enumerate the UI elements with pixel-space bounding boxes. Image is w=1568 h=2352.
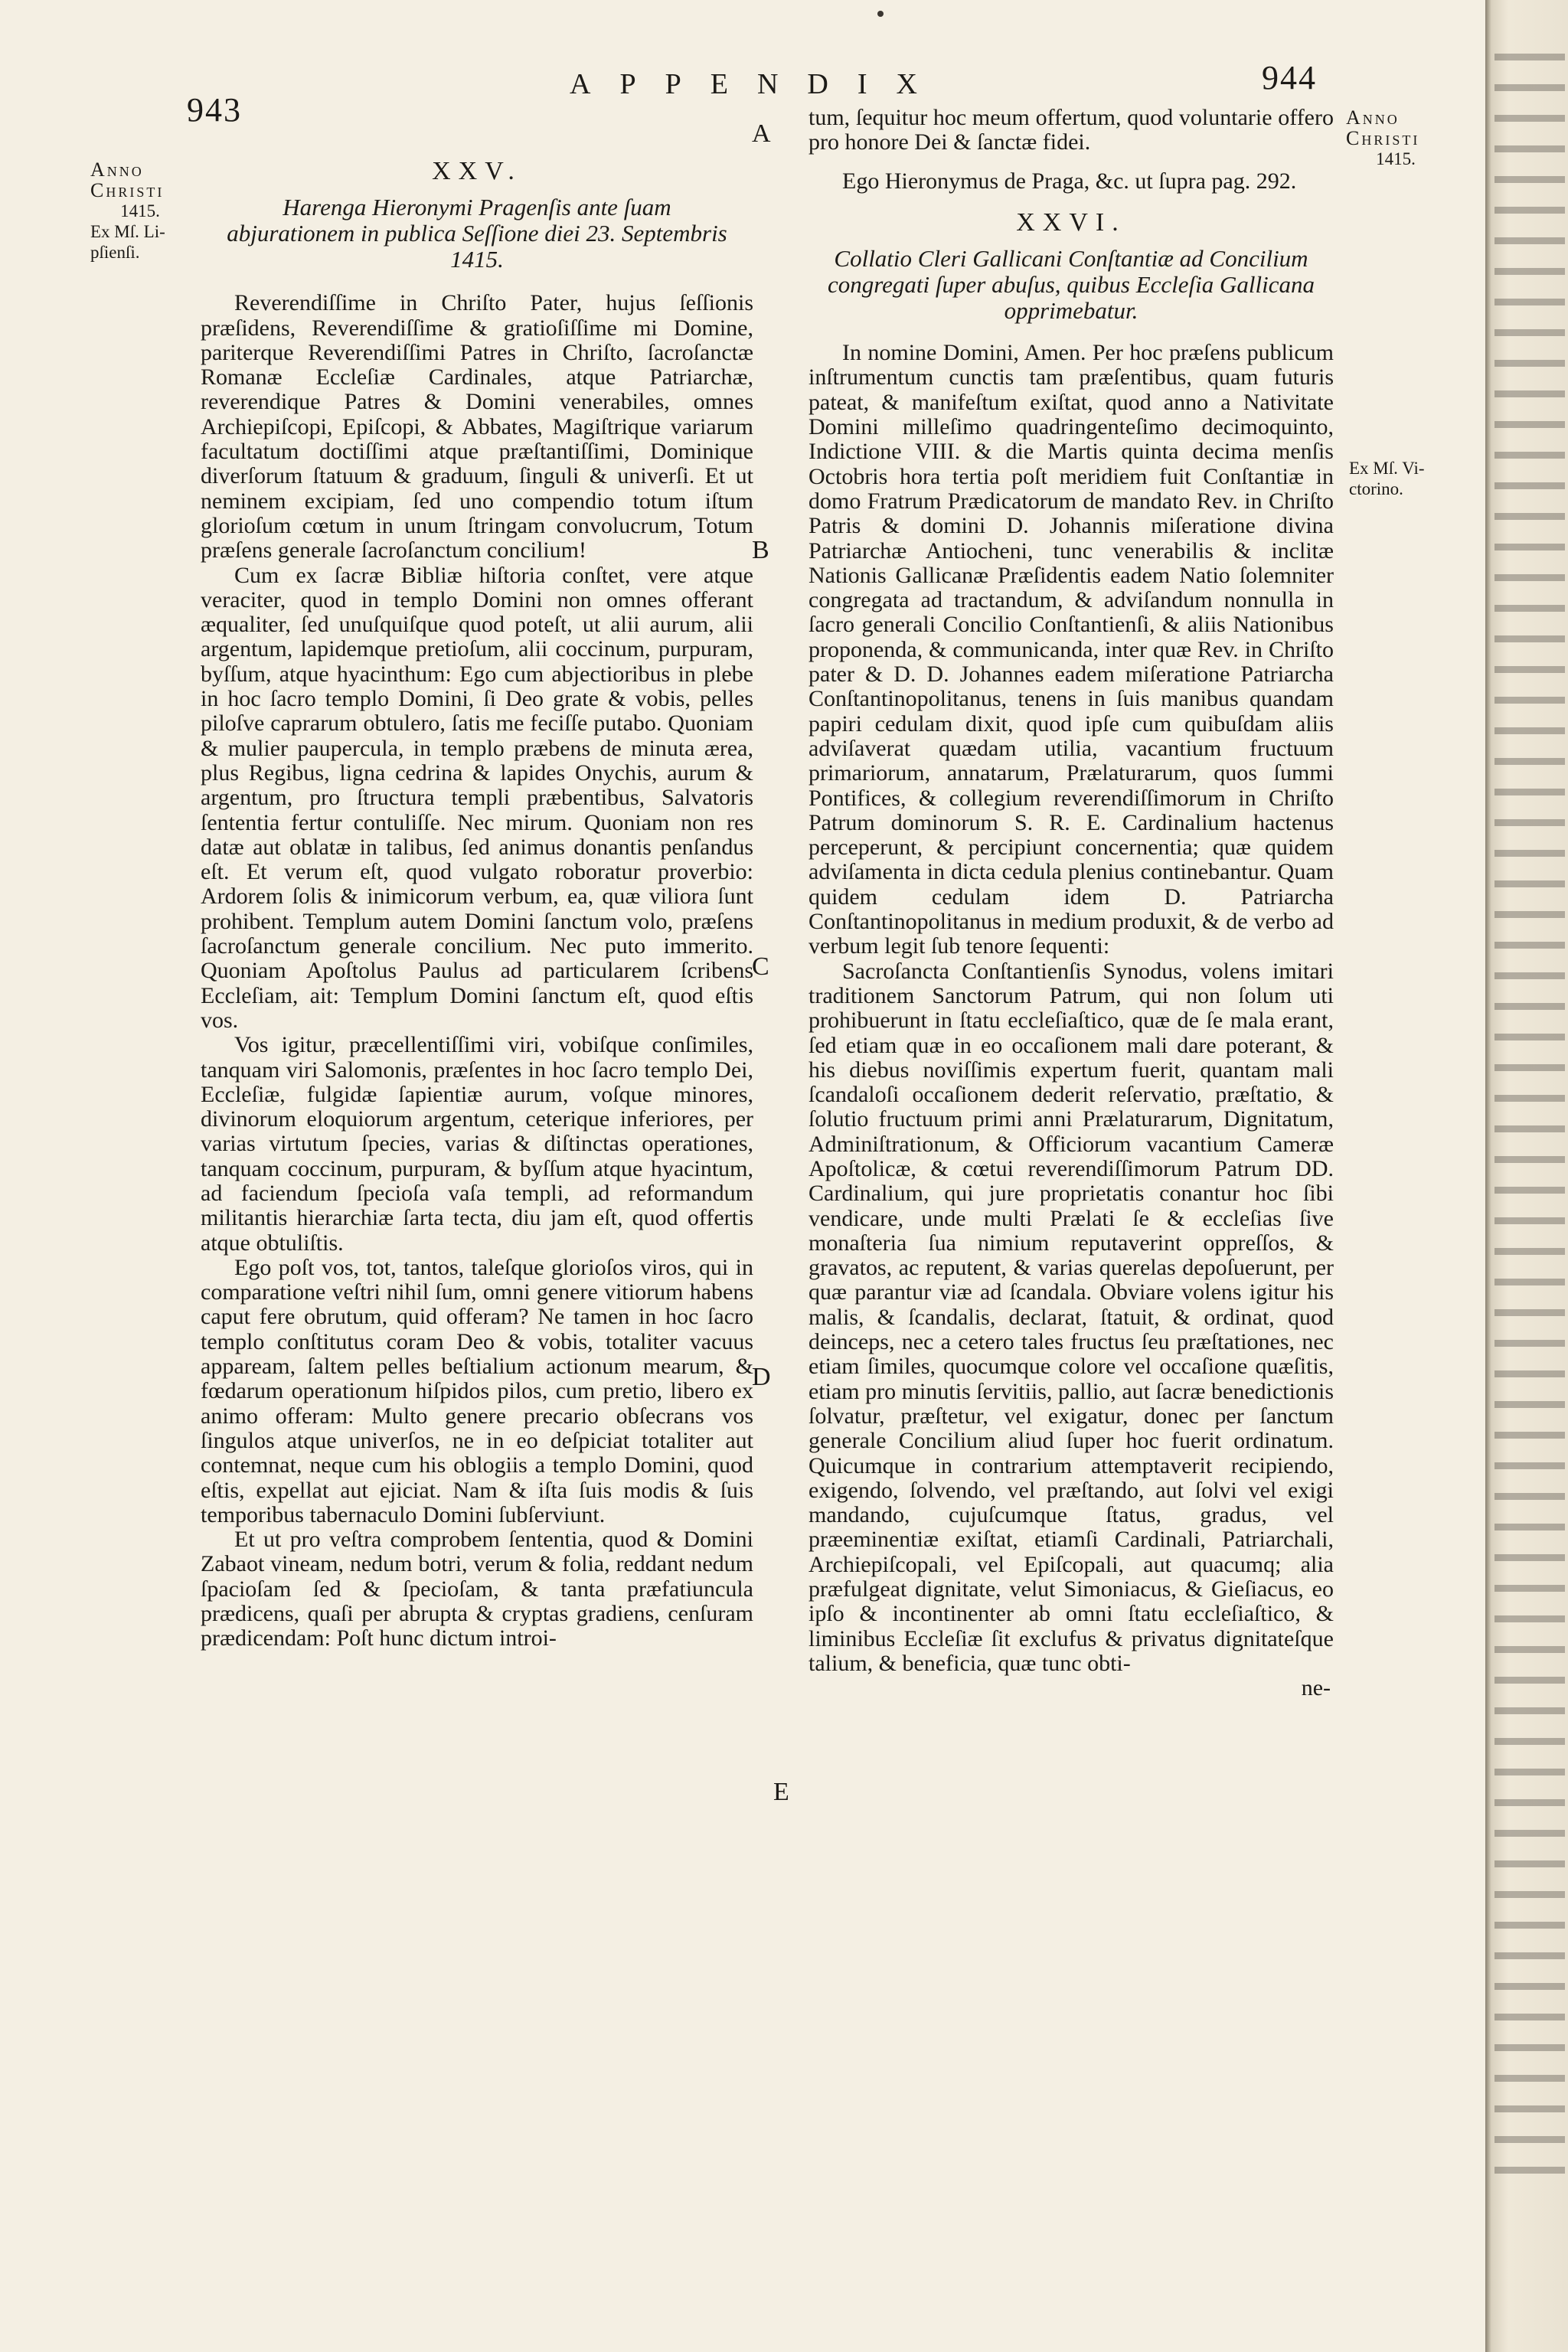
sidenote-christi: Christi: [90, 179, 165, 201]
margin-letter-c: C: [752, 952, 769, 981]
sidenote-year: 1415.: [120, 201, 160, 220]
sidenote-anno: Anno: [1346, 106, 1400, 129]
sidenote-right: [1346, 107, 1446, 169]
signature-line: Ego Hieronymus de Praga, &c. ut ſupra pag. 292.: [842, 168, 1297, 194]
sidenote-right-source: Ex Mſ. Vi-ctorino.: [1349, 459, 1425, 498]
margin-letter-b: B: [752, 536, 769, 564]
sidenote-year: 1415.: [1376, 149, 1416, 168]
paragraph: Vos igitur, præcellentiſſimi viri, vobiſque conſimiles, tanquam viri Salomonis, præſentes in hoc ſacro templo Dei, Eccleſiæ, fulgidæ ſapientiæ aurum, voſque minores, divinorum eloquiorum argentum, ceterique inferiores, per varias virtutum ſpecies, varias & diſtinctas operationes, tanquam coccinum, purpuram, & byſſum atque hyacintum, ad faciendum ſpecioſa vaſa templi, ad reformandum militantis hierarchiæ ſarta tecta, diu jam eſt, quod offertis atque obtuliſtis.: [201, 1032, 753, 1256]
left-column: [201, 159, 753, 1651]
ink-dot: [877, 11, 884, 17]
section-number-xxvi: XXVI.: [1016, 207, 1126, 237]
paragraph: In nomine Domini, Amen. Per hoc præſens publicum inſtrumentum cunctis tam præſentibus, quam futuris pateat, & manifeſtum exiſtat, quod anno a Nativitate Domini milleſimo quadringenteſimo decimoquinto, Indictione VIII. & die Martis quinta decima menſis Octobris hora tertia poſt meridiem fuit Conſtantiæ in domo Fratrum Prædicatorum de mandato Rev. in Chriſto Patris & domini D. Johannis miſeratione divina Patriarchæ Antiocheni, tunc venerabilis & inclitæ Nationis Gallicanæ Præſidentis eadem Natio ſolemniter congregata ad tractandum, & adviſandum nonnulla in ſacro generali Concilio Conſtantienſi, & aliis Nationibus proponenda, & communicanda, inter quæ Rev. in Chriſto pater & D. D. Johannes eadem miſeratione Patriarcha Conſtantinopolitanus, tenens in ſuis manibus quandam papiri cedulam dixit, quod ipſe cum quibuſdam aliis adviſaverat quædam utilia, vacantium fructuum primariorum, annatarum, Prælaturarum, quos ſummi Pontifices, & collegium reverendiſſimorum in Chriſto Patrum dominorum S. R. E. Cardinalium hactenus perceperunt, & percipiunt concernentia; quæ quidem adviſamenta in dicta cedula plenius continebantur. Quam quidem cedulam idem D. Patriarcha Conſtantinopolitanus in medium produxit, & de verbo ad verbum legit ſub tenore ſequenti:: [808, 340, 1334, 959]
paragraph: Et ut pro veſtra comprobem ſententia, quod & Domini Zabaot vineam, nedum botri, verum & folia, reddant nedum ſpacioſam ſed & ſpecioſam, & tanta præfatiuncula prædicens, quaſi per abrupta & cryptas gradiens, cenſuram prædicendam: Poſt hunc dictum introi-: [201, 1527, 753, 1651]
paragraph: Sacroſancta Conſtantienſis Synodus, volens imitari traditionem Sanctorum Patrum, qui non ſolum uti prohibuerunt in ſtatu eccleſiaſtico, quæ de ſe mala erant, ſed etiam quæ in eo occaſionem mali dare poterant, & his diebus noviſſimis expertum fuerit, quantam mali ſcandaloſi occaſionem dederit reſervatio, præſtatio, & ſolutio fructuum primi anni Prælaturarum, Dignitatum, Adminiſtrationum, & Officiorum vacantium Cameræ Apoſtolicæ, & cœtui reverendiſſimorum Patrum DD. Cardinalium, qui jure proprietatis conantur hoc ſibi vendicare, unde multi Prælati ſe & eccleſias ſive monaſteria ſua nimium reputaverint oppreſſos, & gravatos, ac reputent, & varias querelas depoſuerunt, per quæ parantur viæ ad ſcandala. Obviare volens igitur his malis, & ſcandalis, declarat, ſtatuit, & ordinat, quod deinceps, nec a cetero tales fructus ſeu præſtationes, nec etiam ſimiles, quocumque colore vel occaſione quæſitis, etiam pro minutis ſervitiis, pallio, aut ſacræ benedictionis ſolvatur, præſtetur, vel exigatur, donec per ſanctum generale Concilium aliud ſuper hoc fuerit ordinatum. Quicumque in contrarium attemptaverit recipiendo, exigendo, ſolvendo, vel præſtando, aut ſolvi vel exigi mandando, cujuſcumque ſtatus, gradus, vel præeminentiæ exiſtat, etiamſi Cardinali, Patriarchali, Archiepiſcopali, vel Epiſcopali, aut quacumq; alia præfulgeat dignitate, velut Simoniacus, & Gieſiacus, eo ipſo & incontinenter ab omni ſtatu eccleſiaſtico, & liminibus Eccleſiæ ſit exclufus & privatus dignitateſque talium, & beneficia, quæ tunc obti-: [808, 958, 1334, 1676]
section-title-xxv: Harenga Hieronymi Pragenſis ante ſuam abjurationem in publica Seſſione diei 23. Septembris 1415.: [227, 194, 727, 273]
section-number-xxv: XXV.: [432, 157, 522, 185]
section-title-xxvi: Collatio Cleri Gallicani Conſtantiæ ad Concilium congregati ſuper abuſus, quibus Eccleſia Gallicana opprimebatur.: [828, 245, 1315, 325]
running-title: APPENDIX: [570, 68, 946, 100]
sidenote-left: [90, 159, 190, 263]
sidenote-anno: Anno: [90, 158, 144, 181]
paragraph: Ego poſt vos, tot, tantos, taleſque glorioſos viros, qui in comparatione veſtri nihil ſum, omni genere vitiorum habens caput fere obrutum, quid offeram? Ne tamen in hoc ſacro templo conſtitutus coram Deo & vobis, totaliter vacuus appaream, ſaltem pelles beſtialium actionum mearum, & fœdarum operationum hiſpidos pilos, cum pretio, libero ex animo offeram: Multo genere precario obſecrans vos ſingulos atque univerſos, ne in eo deſpiciat totaliter aut contemnat, neque cum his oblogiis a templo Domini, quod eſtis, expellat aut ejiciat. Nam & iſta ſuis modis & ſuis temporibus tabernaculo Domini ſubſerviunt.: [201, 1254, 753, 1527]
margin-letter-e: E: [773, 1778, 789, 1806]
right-column: [808, 106, 1334, 1701]
sidenote-source: Ex Mſ. Li-pſienſi.: [90, 222, 165, 262]
paragraph: Cum ex ſacræ Bibliæ hiſtoria conſtet, vere atque veraciter, quod in templo Domini non omnes offerant æqualiter, ſed unuſquiſque quod poteſt, ut alii aurum, alii argentum, lapidemque pretioſum, alii coccinum, purpuram, byſſum, atque hyacinthum: Ego cum abjectioribus in plebe in hoc ſacro templo Domini, ſi Deo grate & vobis, pelles piloſve caprarum obtulero, ſatis me feciſſe putabo. Quoniam & mulier paupercula, in templo præbens de minuta ærea, plus Regibus, ligna cedrina & lapides Onychis, aurum & argentum, pro ſtructura templi præbentibus, Salvatoris ſententia fertur contuliſſe. Nec mirum. Quoniam non res datæ aut oblatæ in talibus, ſed animus donantis penſandus eſt. Et verum eſt, quod vulgato roboratur proverbio: Ardorem ſolis & inimicorum verbum, ea, quæ viliora ſunt prohibent. Templum autem Domini ſanctum volo, præſens ſacroſanctum generale concilium. Nec puto immerito. Quoniam Apoſtolus Paulus ad particularem ſcribens Eccleſiam, ait: Templum Domini ſanctum eſt, quod eſtis vos.: [201, 562, 753, 1033]
next-page-text-fragments: [1494, 46, 1565, 2190]
continuation-text: tum, ſequitur hoc meum offertum, quod voluntarie offero pro honore Dei & ſanctæ fidei.: [808, 105, 1334, 155]
sidenote-christi: Christi: [1346, 127, 1420, 149]
catchword: ne-: [1301, 1675, 1331, 1701]
right-page-number: 944: [1262, 59, 1317, 96]
paragraph: Reverendiſſime in Chriſto Pater, hujus ſeſſionis præſidens, Reverendiſſime & gratioſiſſime mi Domine, pariterque Reverendiſſimi Patres in Chriſto, ſacroſanctæ Romanæ Eccleſiæ Cardinales, atque Patriarchæ, reverendique Patres & Domini venerabiles, omnes Archiepiſcopi, Epiſcopi, & Abbates, Magiſtrique variarum facultatum doctiſſimi atque præſtantiſſimi, Dominique diverſorum ſtatuum & graduum, ſinguli & univerſi. Et ut neminem excipiam, ſed uno compendio totum iſtum glorioſum cœtum in unum ſtringam convolucrum, Totum præſens generale ſacroſanctum concilium!: [201, 290, 753, 564]
margin-letter-a: A: [752, 119, 771, 148]
left-page-number: 943: [187, 91, 242, 129]
margin-letter-d: D: [752, 1363, 771, 1391]
